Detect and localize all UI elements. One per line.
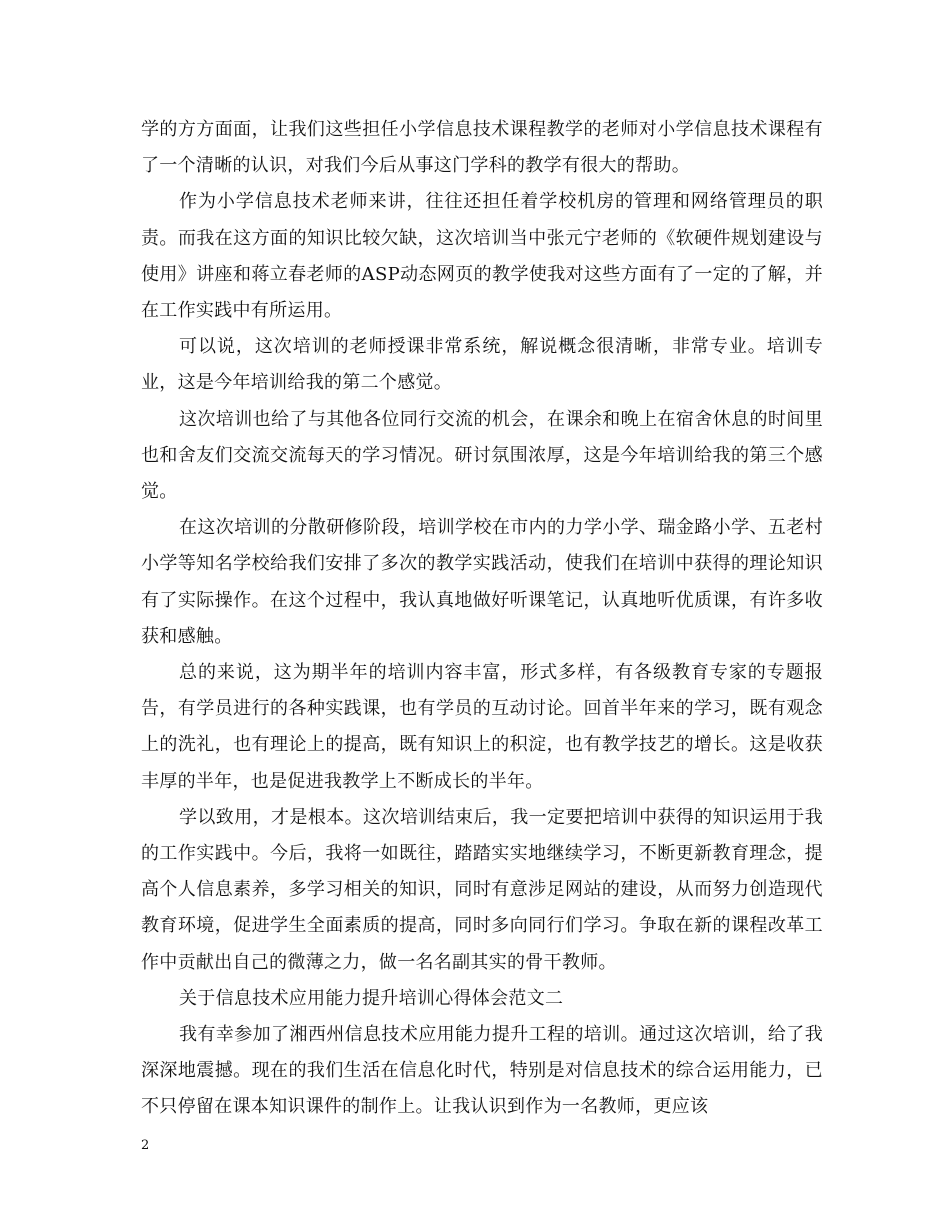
page-number: 2: [141, 1138, 150, 1153]
paragraph: 总的来说，这为期半年的培训内容丰富，形式多样，有各级教育专家的专题报告，有学员进行的各种实践课，也有学员的互动讨论。回首半年来的学习，既有观念上的洗礼，也有理论上的提高，既有知识上的积淀，也有教学技艺的增长。这是收获丰厚的半年，也是促进我教学上不断成长的半年。: [141, 662, 823, 792]
paragraph: 在这次培训的分散研修阶段，培训学校在市内的力学小学、瑞金路小学、五老村小学等知名学校给我们安排了多次的教学实践活动，使我们在培训中获得的理论知识有了实际操作。在这个过程中，我认真地做好听课笔记，认真地听优质课，有许多收获和感触。: [141, 517, 823, 647]
paragraph: 学以致用，才是根本。这次培训结束后，我一定要把培训中获得的知识运用于我的工作实践中。今后，我将一如既往，踏踏实实地继续学习，不断更新教育理念，提高个人信息素养，多学习相关的知识，同时有意涉足网站的建设，从而努力创造现代教育环境，促进学生全面素质的提高，同时多向同行们学习。争取在新的课程改革工作中贡献出自己的微薄之力，做一名名副其实的骨干教师。: [141, 806, 823, 973]
section-heading: 关于信息技术应用能力提升培训心得体会范文二: [179, 987, 564, 1009]
paragraph: 作为小学信息技术老师来讲，往往还担任着学校机房的管理和网络管理员的职责。而我在这方面的知识比较欠缺，这次培训当中张元宁老师的《软硬件规划建设与使用》讲座和蒋立春老师的ASP动态网页的教学使我对这些方面有了一定的了解，并在工作实践中有所运用。: [141, 191, 823, 322]
paragraph: 这次培训也给了与其他各位同行交流的机会，在课余和晚上在宿舍休息的时间里也和舍友们交流交流每天的学习情况。研讨氛围浓厚，这是今年培训给我的第三个感觉。: [141, 408, 823, 503]
document-body: [141, 112, 823, 1126]
paragraph: 可以说，这次培训的老师授课非常系统，解说概念很清晰，非常专业。培训专业，这是今年培训给我的第二个感觉。: [141, 336, 823, 394]
paragraph-continuation: 学的方方面面，让我们这些担任小学信息技术课程教学的老师对小学信息技术课程有了一个清晰的认识，对我们今后从事这门学科的教学有很大的帮助。: [141, 119, 823, 177]
paragraph: 我有幸参加了湘西州信息技术应用能力提升工程的培训。通过这次培训，给了我深深地震撼。现在的我们生活在信息化时代，特别是对信息技术的综合运用能力，已不只停留在课本知识课件的制作上。让我认识到作为一名教师，更应该: [141, 1024, 823, 1118]
